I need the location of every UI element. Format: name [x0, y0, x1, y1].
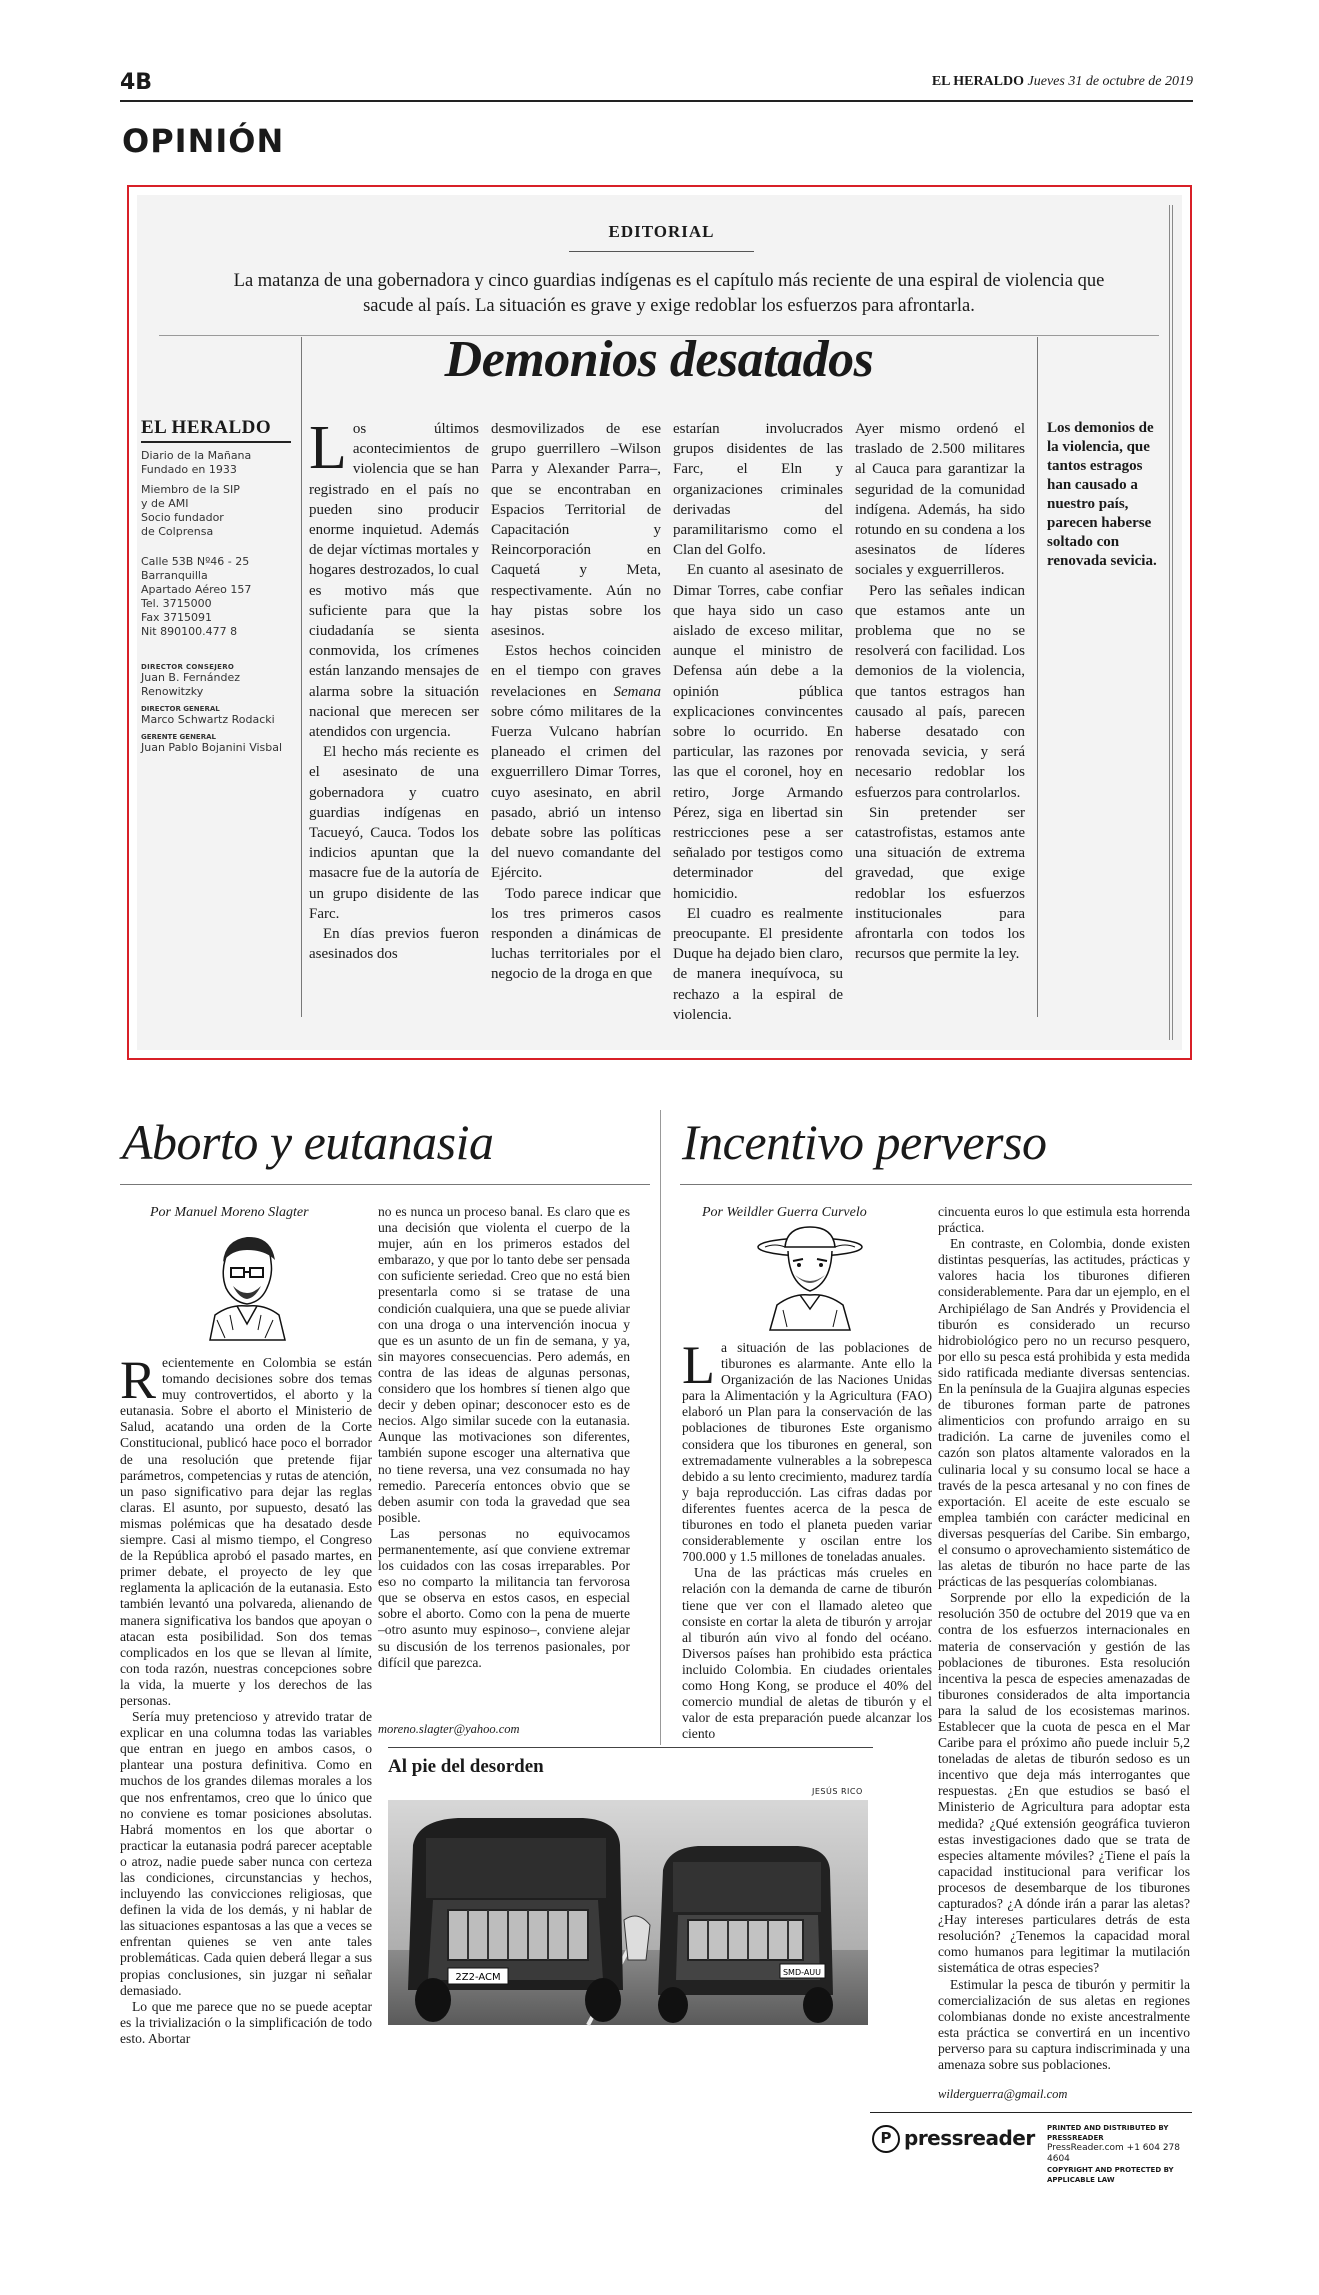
masthead-address: Calle 53B Nº46 - 25 Barranquilla Apartado Aéreo 157 Tel. 3715000 Fax 3715091 Nit 890100.477 8 [141, 555, 252, 638]
column-right-body-b: cincuenta euros lo que estimula esta horrenda práctica. En contraste, en Colombia, donde existen distintas pesquerías, las actitudes, prácticas y valores hacia los tiburones difieren considerablemente. Para dar un ejemplo, en el Archipiélago de San Andrés y Providencia el tiburón es considerado un recurso hidrobiológico pero no un recurso pesquero, por ello su pesca está prohibida y esta medida sido ratificada mediante diversas sentencias. En la península de la Guajira algunas especies de tiburones forman parte de patrones alimenticios con profundo arraigo en su tradición. La carne de juveniles como el cazón son platos altamente valorados en la culinaria local y su consumo local se hace a través de la pesca artesanal y no con fines de exportación. El aceite de este escualo se emplea también con carácter medicinal en diversas pesquerías del Caribe. Sin embargo, el consumo o aprovechamiento sistemático de las aletas de tiburón no hace parte de las prácticas de las pesquerías colombianas. Sorprende por ello la expedición de la resolución 350 de octubre del 2019 que va en contra de los esfuerzos internacionales en materia de conservación y gestión de las poblaciones de tiburones. Esta resolución incentiva la pesca de especies amenazadas de tiburones considerados de alta importancia para la salud de los ecosistemas marinos. Establecer que la cuota de pesca en el Mar Caribe para el próximo año puede incluir 5,2 toneladas de aletas de tiburón sedoso es un incentivo que deja más interrogantes que respuestas. ¿En que estudios se basó el Ministerio de Agricultura para adoptar esta medida? ¿Qué extensión geográfica tuvieron estas investigaciones dado que se trata de especies altamente móviles? ¿Tiene el país la capacidad institucional para verificar los procesos de desembarque de los tiburones capturados? ¿A dónde irán a parar las aletas? ¿Hay intereses particulares detrás de esta resolución? ¿Tenemos la capacidad moral como humanos para legitimar la mutilación sistemática de otras especies? Estimular la pesca de tiburón y permitir la comercialización de sus aletas en regiones colombianas donde no existe ancestralmente esta práctica se convertirá en un incentivo perverso para su captura indiscriminada y una amenaza sobre sus poblaciones. [938, 1204, 1190, 2072]
editorial-col-2: desmovilizados de ese grupo guerrillero –Wilson Parra y Alexander Parra–, que se encontraban en Espacios Territorial de Capacitación y Reincorporación en Caquetá y Meta, respectivamente. Aún no hay pistas sobre los asesinos. Estos hechos coinciden en el tiempo con graves revelaciones en Semana sobre cómo militares de la Fuerza Vulcano habrían planeado el crimen del exguerrillero Dimar Torres, cuyo asesinato, en abril pasado, abrió un intenso debate sobre las políticas del nuevo comandante del Ejército. Todo parece indicar que los tres primeros casos responden a dinámicas de luchas territoriales por el negocio de la droga en que [491, 421, 661, 983]
column-right-body-a: La situación de las poblaciones de tiburones es alarmante. Ante ello la Organización de las Naciones Unidas para la Alimentación y la Agricultura (FAO) elaboró un Plan para la conservación de las poblaciones de tiburones Este organismo considera que los tiburones en general, son extremadamente vulnerables a la sobrepesca debido a su lento crecimiento, madurez tardía y baja reproducción. Las cifras dadas por diferentes fuentes acerca de la pesca de tiburones en todo el planeta pueden variar considerablemente y oscilan entre los 700.000 y 1.5 millones de toneladas anuales. Una de las prácticas más crueles en relación con la demanda de carne de tiburón tiene que ver con el llamado aleteo que consiste en cortar la aleta de tiburón y arrojar al tiburón aún vivo al fondo del océano. Diversos países han prohibido esta práctica incluido Colombia. En ciudades orientales como Hong Kong, se produce el 40% del comercio mundial de aletas de tiburón y el valor de esta preparación puede alcanzar los ciento [682, 1335, 932, 1742]
cartoon-title: Al pie del desorden [388, 1756, 544, 1777]
masthead-lines-2: Miembro de la SIP y de AMI Socio fundador de Colprensa [141, 483, 240, 538]
editorial-col-4: Ayer mismo ordenó el traslado de 2.500 militares al Cauca para garantizar la seguridad de la comunidad indígena. Además, ha sido rotundo en su condena a los asesinatos de líderes sociales y exguerrilleros. Pero las señales indican que estamos ante un problema que no se resolverá con facilidad. Los demonios de la violencia, que tantos estragos han causado al país, parecen haberse desatado con renovada sevicia, y será necesario redoblar los esfuerzos para controlarlos. Sin pretender ser catastrofistas, estamos ante una situación de extrema gravedad, que exige redoblar los esfuerzos institucionales para afrontarla con todos los recursos que permite la ley. [855, 421, 1025, 963]
editorial-panel-right-rule [1169, 205, 1173, 1040]
header-rule [120, 100, 1193, 102]
pressreader-logo: pressreader [904, 2126, 1035, 2150]
column-left-title: Aborto y eutanasia [122, 1114, 494, 1170]
masthead [141, 417, 291, 755]
pullquote-rule [1037, 337, 1038, 1017]
columns-divider [660, 1110, 661, 1745]
author-portrait-right [755, 1225, 865, 1330]
column-right-byline: Por Weildler Guerra Curvelo [702, 1205, 867, 1220]
page-number: 4B [120, 70, 153, 95]
masthead-rule [301, 337, 302, 1017]
column-right-title: Incentivo perverso [682, 1114, 1047, 1170]
pressreader-footer [872, 2120, 1192, 2184]
editorial-kicker: EDITORIAL [608, 222, 715, 241]
newspaper-dateline [932, 74, 1193, 90]
column-right-dropcap: L [682, 1335, 715, 1395]
editorial-deck: La matanza de una gobernadora y cinco guardias indígenas es el capítulo más reciente de una espiral de violencia que sacude al país. La situación es grave y exige redoblar los esfuerzos para afrontarla. [233, 271, 1105, 316]
cartoon-image [388, 1800, 868, 2025]
column-left-body-a: Recientemente en Colombia se están tomando decisiones sobre dos temas muy controvertidos, el aborto y la eutanasia. Sobre el aborto el Ministerio de Salud, acatando una orden de la Corte Constitucional, publicó hace poco el borrador de una resolución que pretende fijar parámetros, competencias y rutas de atención, un paso significativo para dejar las reglas claras. El asunto, por supuesto, desató las mismas polémicas que ha desatado desde siempre. Casi al mismo tiempo, el Congreso de la República aprobó el pasado martes, en primer debate, el proyecto de ley que reglamenta la aplicación de la eutanasia. Esto también levantó una polvareda, alienando de manera significativa los bandos que apoyan o atacan esta posibilidad. Son dos temas complicados en los que se llevan al límite, con toda razón, nuestras concepciones sobre la vida, la muerte y los derechos de las personas. Sería muy pretencioso y atrevido tratar de explicar en una columna todas las variables que entran en juego en ambos casos, o plantear una postura definitiva. Como en muchos de los grandes dilemas morales a los que nos enfrentamos, creo que lo único que no conviene es tomar posiciones absolutas. Habrá momentos en los que abortar o practicar la eutanasia podrá parecer aceptable o atroz, nadie puede saber nunca con certeza las condiciones, circunstancias y hechos, incluyendo las convicciones religiosas, que definen la vida de los demás, y ni hablar de las situaciones espantosas a las que a veces se enfrentan quienes se ven ante tales problemáticas. Cada quien deberá llegar a sus propias conclusiones, sin juzgar ni señalar demasiado. Lo que me parece que no se puede aceptar es la trivialización o la simplificación de todo esto. Abortar [120, 1350, 372, 2046]
plate-right: SMD-AUU [782, 1968, 822, 1977]
editorial-box [127, 185, 1192, 1060]
column-right-title-rule [680, 1184, 1192, 1185]
pressreader-logo-icon: P [872, 2125, 900, 2153]
footer-rule [870, 2112, 1192, 2113]
kicker-underline [569, 251, 754, 252]
section-title: OPINIÓN [122, 122, 285, 160]
pressreader-info: PRINTED AND DISTRIBUTED BY PRESSREADER PressReader.com +1 604 278 4604 COPYRIGHT AND PROTECTED BY APPLICABLE LAW [1047, 2124, 1181, 2184]
editorial-headline: Demonios desatados [444, 331, 874, 388]
plate-left: 2Z2-ACM [455, 1972, 501, 1983]
editorial-dropcap: L [309, 414, 347, 482]
dateline-date: Jueves 31 de octubre de 2019 [1027, 74, 1193, 89]
masthead-name: EL HERALDO [141, 417, 291, 443]
editorial-col-3: estarían involucrados grupos disidentes de las Farc, el Eln y organizaciones criminales derivadas del paramilitarismo como el Clan del Golfo. En cuanto al asesinato de Dimar Torres, cabe confiar que haya sido un caso aislado de exceso militar, aunque el ministro de Defensa aún debe a la opinión pública explicaciones convincentes sobre lo ocurrido. En particular, las razones por las que el coronel, hoy en retiro, Jorge Armando Pérez, siga en libertad sin restricciones pese a ser señalado por testigos como determinador del homicidio. El cuadro es realmente preocupante. El presidente Duque ha dejado bien claro, de manera inequívoca, su rechazo a la espiral de violencia. [673, 421, 843, 1023]
column-right-email[interactable]: wilderguerra@gmail.com [938, 2087, 1068, 2101]
column-left-email[interactable]: moreno.slagter@yahoo.com [378, 1722, 520, 1736]
masthead-lines-1: Diario de la Mañana Fundado en 1933 [141, 449, 252, 476]
editorial-col-1: Los últimos acontecimientos de violencia que se han registrado en el país no pueden sino producir enorme inquietud. Además de dejar víctimas mortales y hogares destrozados, lo cual es motivo más que suficiente para que la ciudadanía se sienta conmovida, los crímenes están lanzando mensajes de alarma sobre la situación nacional que merecen ser atendidos con urgencia. El hecho más reciente es el asesinato de una gobernadora y cuatro guardias indígenas en Tacueyó, Cauca. Todos los indicios apuntan que la masacre fue de la autoría de un grupo disidente de las Farc. En días previos fueron asesinados dos [309, 414, 479, 963]
masthead-staff: DIRECTOR CONSEJERO Juan B. Fernández Renowitzky DIRECTOR GENERAL Marco Schwartz Rodacki GERENTE GENERAL Juan Pablo Bojanini Visbal [141, 663, 283, 754]
cartoon-credit: JESÚS RICO [812, 1787, 863, 1796]
author-portrait-left [195, 1230, 295, 1340]
editorial-pullquote: Los demonios de la violencia, que tantos estragos han causado a nuestro país, parecen haberse soltado con renovada sevicia. [1047, 420, 1157, 569]
dateline-paper: EL HERALDO [931, 74, 1025, 89]
column-left-title-rule [120, 1184, 650, 1185]
column-left-dropcap: R [120, 1350, 157, 1410]
column-left-body-b: no es nunca un proceso banal. Es claro que es una decisión que violenta el cuerpo de la mujer, aún en los primeros estados del embarazo, y que por lo tanto debe ser pensada con suficiente seriedad. Creo que no está bien presentarla como si se tratase de una condición cualquiera, una que se puede aliviar con una droga o una intervención inocua y que es un asunto de un fin de semana, y ya, sin mayores consecuencias. Pero además, en contra de las ideas de algunas personas, considero que los hombres sí tienen algo que decir y deben opinar; desconocer esto es de necios. Algo similar sucede con la eutanasia. Aunque las motivaciones son diferentes, también supone escoger una alternativa que no tiene reversa, una vez consumada no hay remedio. Parecería entonces obvio que se deben asumir con toda la gravedad que sea posible. Las personas no equivocamos permanentemente, así que conviene extremar los cuidados con las cosas irreparables. Por eso no comparto la militancia tan fervorosa que se observa en estos casos, en especial sobre el aborto. Como con la pena de muerte –otro asunto muy espinoso–, conviene alejar su discusión de los terrenos pasionales, por difícil que parezca. [378, 1204, 630, 1670]
column-left-byline: Por Manuel Moreno Slagter [150, 1205, 309, 1220]
